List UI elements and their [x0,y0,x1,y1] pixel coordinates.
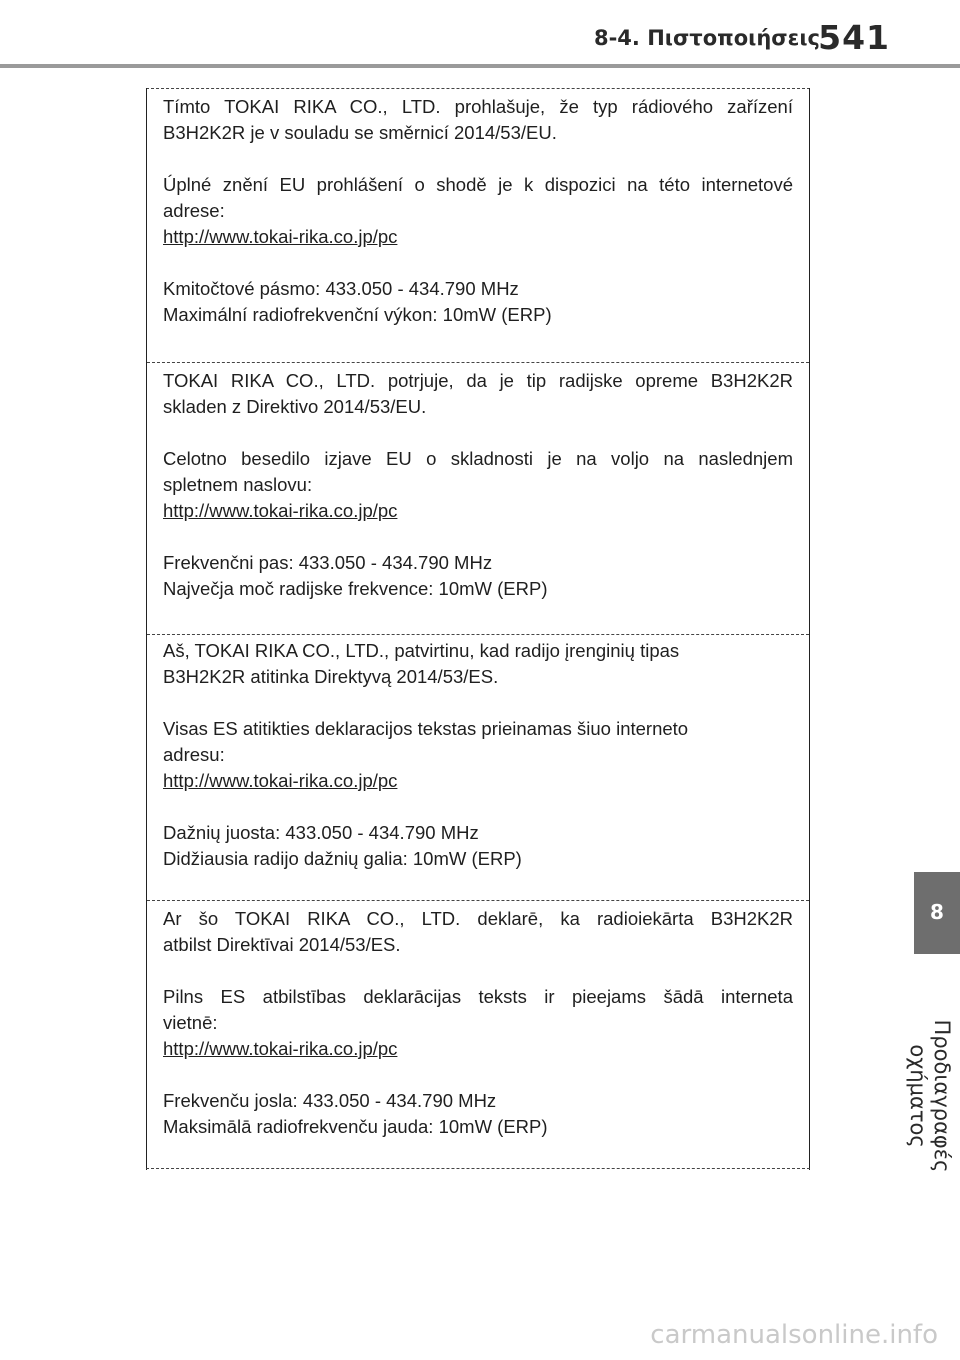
block-separator [147,362,809,363]
content-bottom-border [146,1168,810,1169]
declaration-line: atbilst Direktīvai 2014/53/ES. [163,934,401,955]
declaration-line: vietnē: [163,1012,218,1033]
declaration-line: adresu: [163,744,225,765]
block-separator [147,634,809,635]
declarations-frame [146,88,810,1170]
max-power: Maximální radiofrekvenční výkon: 10mW (ERP) [163,304,552,325]
frequency-band: Frekvenčni pas: 433.050 - 434.790 MHz [163,552,493,573]
frequency-band: Kmitočtové pásmo: 433.050 - 434.790 MHz [163,278,519,299]
declaration-url-link[interactable]: http://www.tokai-rika.co.jp/pc [163,500,398,521]
declaration-lt [147,638,809,872]
declaration-lv [147,906,809,1140]
chapter-label: Προδιαγραφές οχήματος [906,1019,954,1173]
declaration-line: Celotno besedilo izjave EU o skladnosti je na voljo na naslednjem [163,448,793,469]
declaration-line: spletnem naslovu: [163,474,313,495]
declaration-line: B3H2K2R je v souladu se směrnicí 2014/53/EU. [163,122,557,143]
declaration-url-link[interactable]: http://www.tokai-rika.co.jp/pc [163,1038,398,1059]
max-power: Maksimālā radiofrekvenču jauda: 10mW (ERP) [163,1116,548,1137]
declaration-line: Tímto TOKAI RIKA CO., LTD. prohlašuje, že typ rádiového zařízení [163,96,793,117]
declaration-line: B3H2K2R atitinka Direktyvą 2014/53/ES. [163,666,499,687]
declaration-line: TOKAI RIKA CO., LTD. potrjuje, da je tip radijske opreme B3H2K2R [163,370,793,391]
frequency-band: Frekvenču josla: 433.050 - 434.790 MHz [163,1090,497,1111]
chapter-tab[interactable] [914,872,960,954]
max-power: Največja moč radijske frekvence: 10mW (ERP) [163,578,548,599]
declaration-line: Pilns ES atbilstības deklarācijas teksts ir pieejams šādā interneta [163,986,793,1007]
declaration-line: Visas ES atitikties deklaracijos tekstas prieinamas šiuo interneto [163,718,689,739]
declaration-url-link[interactable]: http://www.tokai-rika.co.jp/pc [163,226,398,247]
declaration-line: adrese: [163,200,225,221]
max-power: Didžiausia radijo dažnių galia: 10mW (ERP) [163,848,522,869]
page-header [0,0,960,66]
frequency-band: Dažnių juosta: 433.050 - 434.790 MHz [163,822,479,843]
declaration-cs [147,94,809,328]
chapter-number: 8 [930,900,944,924]
declaration-line: Ar šo TOKAI RIKA CO., LTD. deklarē, ka radioiekārta B3H2K2R [163,908,793,929]
page-number: 541 [818,18,890,57]
declaration-url-link[interactable]: http://www.tokai-rika.co.jp/pc [163,770,398,791]
declaration-sl [147,368,809,602]
declaration-line: Aš, TOKAI RIKA CO., LTD., patvirtinu, kad radijo įrenginių tipas [163,640,680,661]
section-title: 8-4. Πιστοποιήσεις [593,26,820,50]
declaration-line: skladen z Direktivo 2014/53/EU. [163,396,427,417]
header-rule [0,64,960,68]
block-separator [147,900,809,901]
declaration-line: Úplné znění EU prohlášení o shodě je k dispozici na této internetové [163,174,793,195]
watermark: carmanualsonline.info [650,1320,938,1350]
